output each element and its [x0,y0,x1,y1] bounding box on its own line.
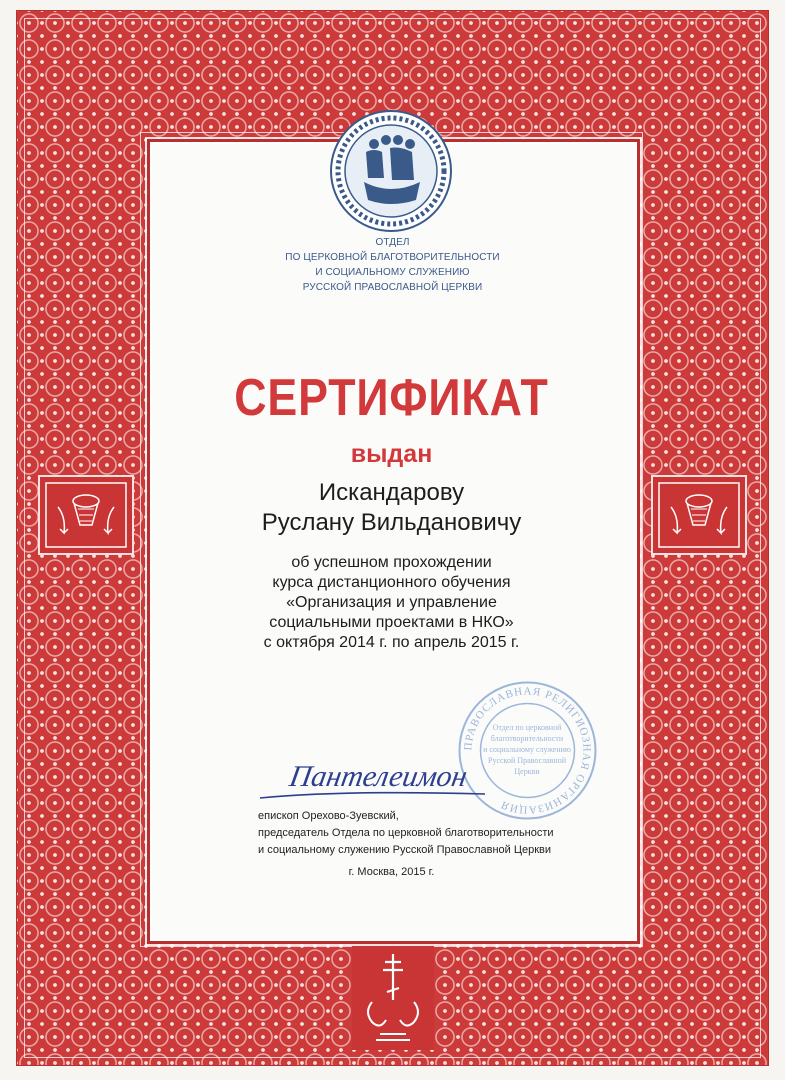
department-line: ОТДЕЛ [375,237,410,248]
department-logo [328,108,454,234]
place-and-date: г. Москва, 2015 г. [348,866,435,878]
signature-handwriting: Пантелеимон [287,759,470,793]
signer-title: епископ Орехово-Зуевский, [258,810,399,822]
body-line: с октября 2014 г. по апрель 2015 г. [263,634,520,651]
stamp-ring-text: ПРАВОСЛАВНАЯ РЕЛИГИОЗНАЯ ОРГАНИЗАЦИЯ [462,685,593,816]
signer-position-cont: и социальному служению Русской Православной Церкви [258,844,552,856]
body-line: об успешном прохождении [291,554,492,571]
body-line: курса дистанционного обучения [272,574,511,591]
stamp-inner-line: Русской Православной [488,756,566,765]
issued-label: выдан [350,440,433,468]
department-name [250,235,535,295]
stamp-inner-line: Церкви [514,767,540,776]
department-line: ПО ЦЕРКОВНОЙ БЛАГОТВОРИТЕЛЬНОСТИ [285,252,500,263]
right-fish-basket-emblem [651,475,747,555]
stamp-inner-line: благотворительности [490,734,564,743]
signer-position: председатель Отдела по церковной благотворительности [258,827,554,839]
stamp-inner-line: Отдел по церковной [492,723,562,732]
bottom-cross-emblem [352,940,434,1050]
stamp-inner-line: и социальному служению [483,745,571,754]
certificate-title: СЕРТИФИКАТ [234,369,549,427]
department-line: РУССКОЙ ПРАВОСЛАВНОЙ ЦЕРКВИ [302,282,483,293]
body-line: «Организация и управление [286,594,497,611]
signer-info [258,808,598,859]
course-description [150,553,633,653]
signature [255,748,515,808]
recipient-name [150,478,633,538]
left-fish-basket-emblem [38,475,134,555]
recipient-surname: Искандарову [318,479,465,506]
body-line: социальными проектами в НКО» [269,614,514,631]
recipient-given-names: Руслану Вильдановичу [261,509,522,536]
department-line: И СОЦИАЛЬНОМУ СЛУЖЕНИЮ [315,267,470,278]
